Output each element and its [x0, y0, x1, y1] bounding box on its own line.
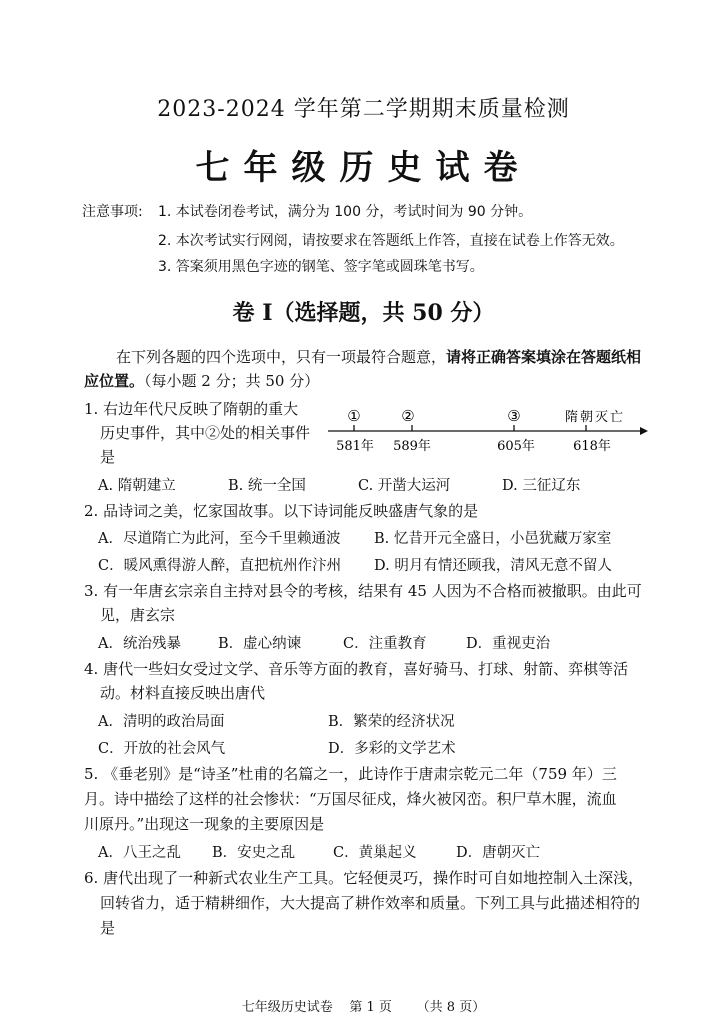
timeline-mark-2: ②: [401, 407, 415, 425]
q1-option-d[interactable]: D. 三征辽东: [502, 478, 581, 494]
timeline-year-2: 589年: [393, 439, 431, 454]
q1-option-c[interactable]: C. 开凿大运河: [358, 478, 451, 494]
q1-line2: 历史事件，其中②处的相关事件: [100, 424, 311, 442]
q6-line1: 6. 唐代出现了一种新式农业生产工具。它轻便灵巧，操作时可自如地控制入土深浅，: [84, 869, 644, 887]
exam-subtitle: 七年级历史试卷: [195, 148, 532, 188]
notice-item-1: 1. 本试卷闭卷考试，满分为 100 分，考试时间为 90 分钟。: [158, 204, 533, 220]
q3-option-c[interactable]: C．注重教育: [343, 636, 427, 652]
q5-line2: 月。诗中描绘了这样的社会惨状：“万国尽征戍，烽火被冈峦。积尸草木腥，流血: [84, 790, 617, 808]
q1-line3: 是: [100, 448, 116, 466]
notice-label: 注意事项:: [82, 204, 143, 220]
section-title: 卷 I（选择题，共 50 分）: [232, 300, 495, 326]
q5-option-d[interactable]: D．唐朝灭亡: [456, 845, 541, 861]
timeline-arrow: [640, 427, 648, 435]
q2-option-a[interactable]: A．尽道隋亡为此河，至今千里赖通波: [98, 531, 341, 547]
q4-option-d[interactable]: D．多彩的文学艺术: [328, 741, 456, 757]
q4-option-c[interactable]: C．开放的社会风气: [98, 741, 226, 757]
q5-option-b[interactable]: B．安史之乱: [212, 845, 296, 861]
q4-option-b[interactable]: B．繁荣的经济状况: [328, 714, 455, 730]
q2-option-b[interactable]: B. 忆昔开元全盛日，小邑犹藏万家室: [374, 531, 612, 547]
timeline-figure: [328, 405, 650, 455]
q4-option-a[interactable]: A．清明的政治局面: [98, 714, 225, 730]
timeline-year-1: 581年: [336, 439, 374, 454]
q4-line1: 4. 唐代一些妇女受过文学、音乐等方面的教育，喜好骑马、打球、射箭、弈棋等活: [84, 660, 629, 678]
section-intro-line2: [84, 368, 319, 394]
intro-text: 在下列各题的四个选项中，只有一项最符合题意，: [116, 348, 447, 366]
notice-item-2: 2. 本次考试实行网阅，请按要求在答题纸上作答，直接在试卷上作答无效。: [158, 233, 624, 249]
q1-line1: 1. 右边年代尺反映了隋朝的重大: [84, 400, 299, 418]
timeline-mark-1: ①: [347, 407, 361, 425]
timeline-mark-4: 隋朝灭亡: [564, 410, 626, 425]
notice-item-3: 3. 答案须用黑色字迹的钢笔、签字笔或圆珠笔书写。: [158, 259, 484, 275]
exam-title: 2023-2024 学年第二学期期末质量检测: [157, 97, 570, 122]
timeline-year-4: 618年: [573, 439, 611, 454]
q5-line1: 5. 《垂老别》是“诗圣”杜甫的名篇之一，此诗作于唐肃宗乾元二年（759 年）三: [84, 765, 617, 783]
q4-line2: 动。材料直接反映出唐代: [100, 684, 266, 702]
timeline-mark-3: ③: [507, 407, 521, 425]
q5-line3: 川原丹。”出现这一现象的主要原因是: [84, 815, 325, 833]
q6-line3: 是: [100, 919, 116, 937]
q6-line2: 回转省力，适于精耕细作，大大提高了耕作效率和质量。下列工具与此描述相符的: [100, 894, 641, 912]
intro-bold-text-2: 应位置。: [84, 372, 145, 390]
q1-option-a[interactable]: A. 隋朝建立: [98, 478, 176, 494]
q3-option-d[interactable]: D．重视吏治: [466, 636, 551, 652]
intro-bold-text: 请将正确答案填涂在答题纸相: [446, 348, 642, 366]
intro-score-text: （每小题 2 分；共 50 分）: [144, 372, 320, 390]
q3-option-a[interactable]: A．统治残暴: [98, 636, 181, 652]
section-intro-line1: [116, 344, 641, 370]
timeline-year-3: 605年: [497, 439, 535, 454]
q1-option-b[interactable]: B. 统一全国: [228, 478, 306, 494]
q2-option-c[interactable]: C．暖风熏得游人醉，直把杭州作汴州: [98, 558, 342, 574]
q2-line1: 2. 品诗词之美，忆家国故事。以下诗词能反映盛唐气象的是: [84, 502, 479, 520]
q2-option-d[interactable]: D. 明月有情还顾我，清风无意不留人: [374, 558, 612, 574]
q5-option-a[interactable]: A．八王之乱: [98, 845, 181, 861]
q3-option-b[interactable]: B．虚心纳谏: [218, 636, 302, 652]
q3-line2: 见，唐玄宗: [100, 606, 176, 624]
q5-option-c[interactable]: C．黄巢起义: [333, 845, 417, 861]
page-footer: 七年级历史试卷 第 1 页 （共 8 页）: [241, 1000, 486, 1015]
q3-line1: 3. 有一年唐玄宗亲自主持对县令的考核，结果有 45 人因为不合格而被撤职。由此可: [84, 582, 642, 600]
